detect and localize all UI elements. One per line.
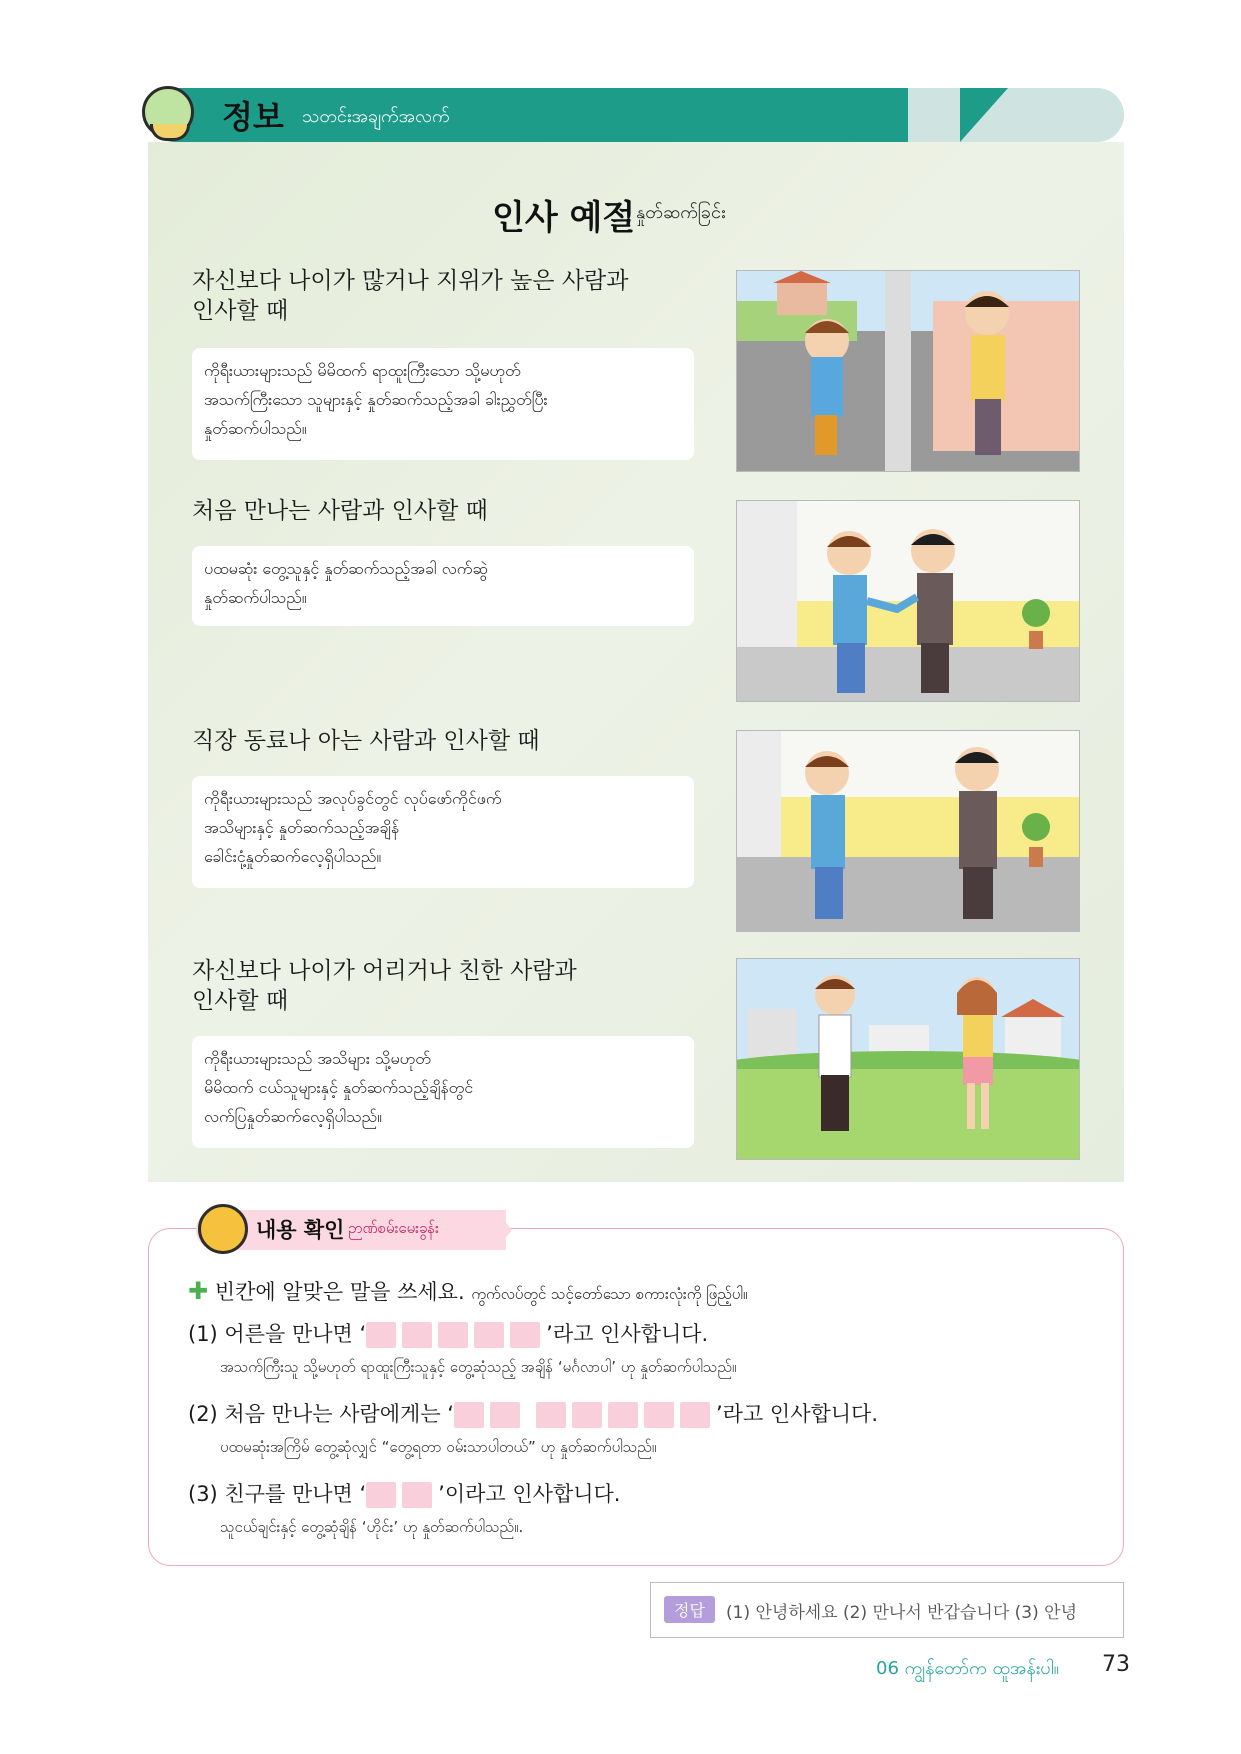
instruction: ✚ 빈칸에 알맞은 말을 쓰세요. ကွက်လပ်တွင် သင့်တော်သော စကားလုံးကို ဖြည့်ပါ။ [188,1277,748,1305]
answer-key-text: (1) 안녕하세요 (2) 만나서 반갑습니다 (3) 안녕 [726,1603,1077,1623]
question-2-translation: ပထမဆုံးအကြိမ် တွေ့ဆုံလျှင် “တွေ့ရတာ ဝမ်းသာပါတယ်” ဟု နှုတ်ဆက်ပါသည်။ [220,1438,657,1456]
section-description: ပထမဆုံး တွေ့သူနှင့် နှုတ်ဆက်သည့်အခါ လက်ဆွဲ နှုတ်ဆက်ပါသည်။ [192,546,694,626]
answer-blank[interactable] [608,1402,638,1428]
section-description: ကိုရီးယားများသည် မိမိထက် ရာထူးကြီးသော သို့မဟုတ် အသက်ကြီးသော သူများနှင့် နှုတ်ဆက်သည့်အခါ ခါးညွှတ်ပြီး နှုတ်ဆက်ပါသည်။ [192,348,694,460]
question-3-translation: သူငယ်ချင်းနှင့် တွေ့ဆုံချိန် ‘ဟိုင်း’ ဟု နှုတ်ဆက်ပါသည်။. [220,1518,524,1536]
section-heading: 처음 만나는 사람과 인사할 때 [192,498,488,524]
question-1: (1) 어른을 만나면 ‘ ’라고 인사합니다. [188,1322,709,1346]
answer-blank[interactable] [366,1322,396,1348]
answer-blank[interactable] [402,1482,432,1508]
section-heading: 직장 동료나 아는 사람과 인사할 때 [192,728,540,754]
banner-label-ko: 정보 [222,98,284,136]
illustration-handshake [736,500,1080,702]
answer-blank[interactable] [490,1402,520,1428]
illustration-nodding [736,730,1080,932]
gear-pencil-icon [198,1204,248,1254]
section-description: ကိုရီးယားများသည် အလုပ်ခွင်တွင် လုပ်ဖော်ကိုင်ဖက် အသိများနှင့် နှုတ်ဆက်သည့်အချိန် ခေါင်းငုံ့နှုတ်ဆက်လေ့ရှိပါသည်။ [192,776,694,888]
plus-icon: ✚ [188,1277,209,1305]
illustration-bowing [736,270,1080,472]
section-heading: 자신보다 나이가 어리거나 친한 사람과 인사할 때 [192,958,577,1014]
answer-blank[interactable] [644,1402,674,1428]
answer-blank[interactable] [402,1322,432,1348]
question-3: (3) 친구를 만나면 ‘ ’이라고 인사합니다. [188,1482,621,1506]
answer-blank[interactable] [438,1322,468,1348]
answer-key-label: 정답 [664,1596,715,1623]
check-label-ko: 내용 확인 [256,1218,345,1242]
illustration-waving [736,958,1080,1160]
answer-blank[interactable] [510,1322,540,1348]
answer-blank[interactable] [454,1402,484,1428]
answer-blank[interactable] [572,1402,602,1428]
section-heading: 자신보다 나이가 많거나 지위가 높은 사람과 인사할 때 [192,268,629,324]
banner-label-my: သတင်းအချက်အလက် [302,106,450,127]
question-1-translation: အသက်ကြီးသူ သို့မဟုတ် ရာထူးကြီးသူနှင့် တွေ့ဆုံသည့် အချိန် ‘မင်္ဂလာပါ’ ဟု နှုတ်ဆက်ပါသည်။ [220,1358,737,1376]
check-label-my: ဉာဏ်စမ်းမေးခွန်း [348,1219,439,1237]
answer-blank[interactable] [474,1322,504,1348]
answer-blank[interactable] [680,1402,710,1428]
page-number: 73 [1102,1652,1130,1677]
check-tab-arrow [496,1210,512,1250]
page-title: 인사 예절 [492,198,636,238]
question-2: (2) 처음 만나는 사람에게는 ‘ ’라고 인사합니다. [188,1402,879,1426]
page-subtitle: နှုတ်ဆက်ခြင်း [636,202,726,223]
chapter-footer: 06 ကျွန်တော်က ထူအန်းပါ။ [876,1658,1060,1679]
answer-blank[interactable] [366,1482,396,1508]
section-description: ကိုရီးယားများသည် အသိများ သို့မဟုတ် မိမိထက် ငယ်သူများနှင့် နှုတ်ဆက်သည့်ချိန်တွင် လက်ပြနှုတ်ဆက်လေ့ရှိပါသည်။ [192,1036,694,1148]
answer-blank[interactable] [536,1402,566,1428]
section-banner [148,88,1124,142]
